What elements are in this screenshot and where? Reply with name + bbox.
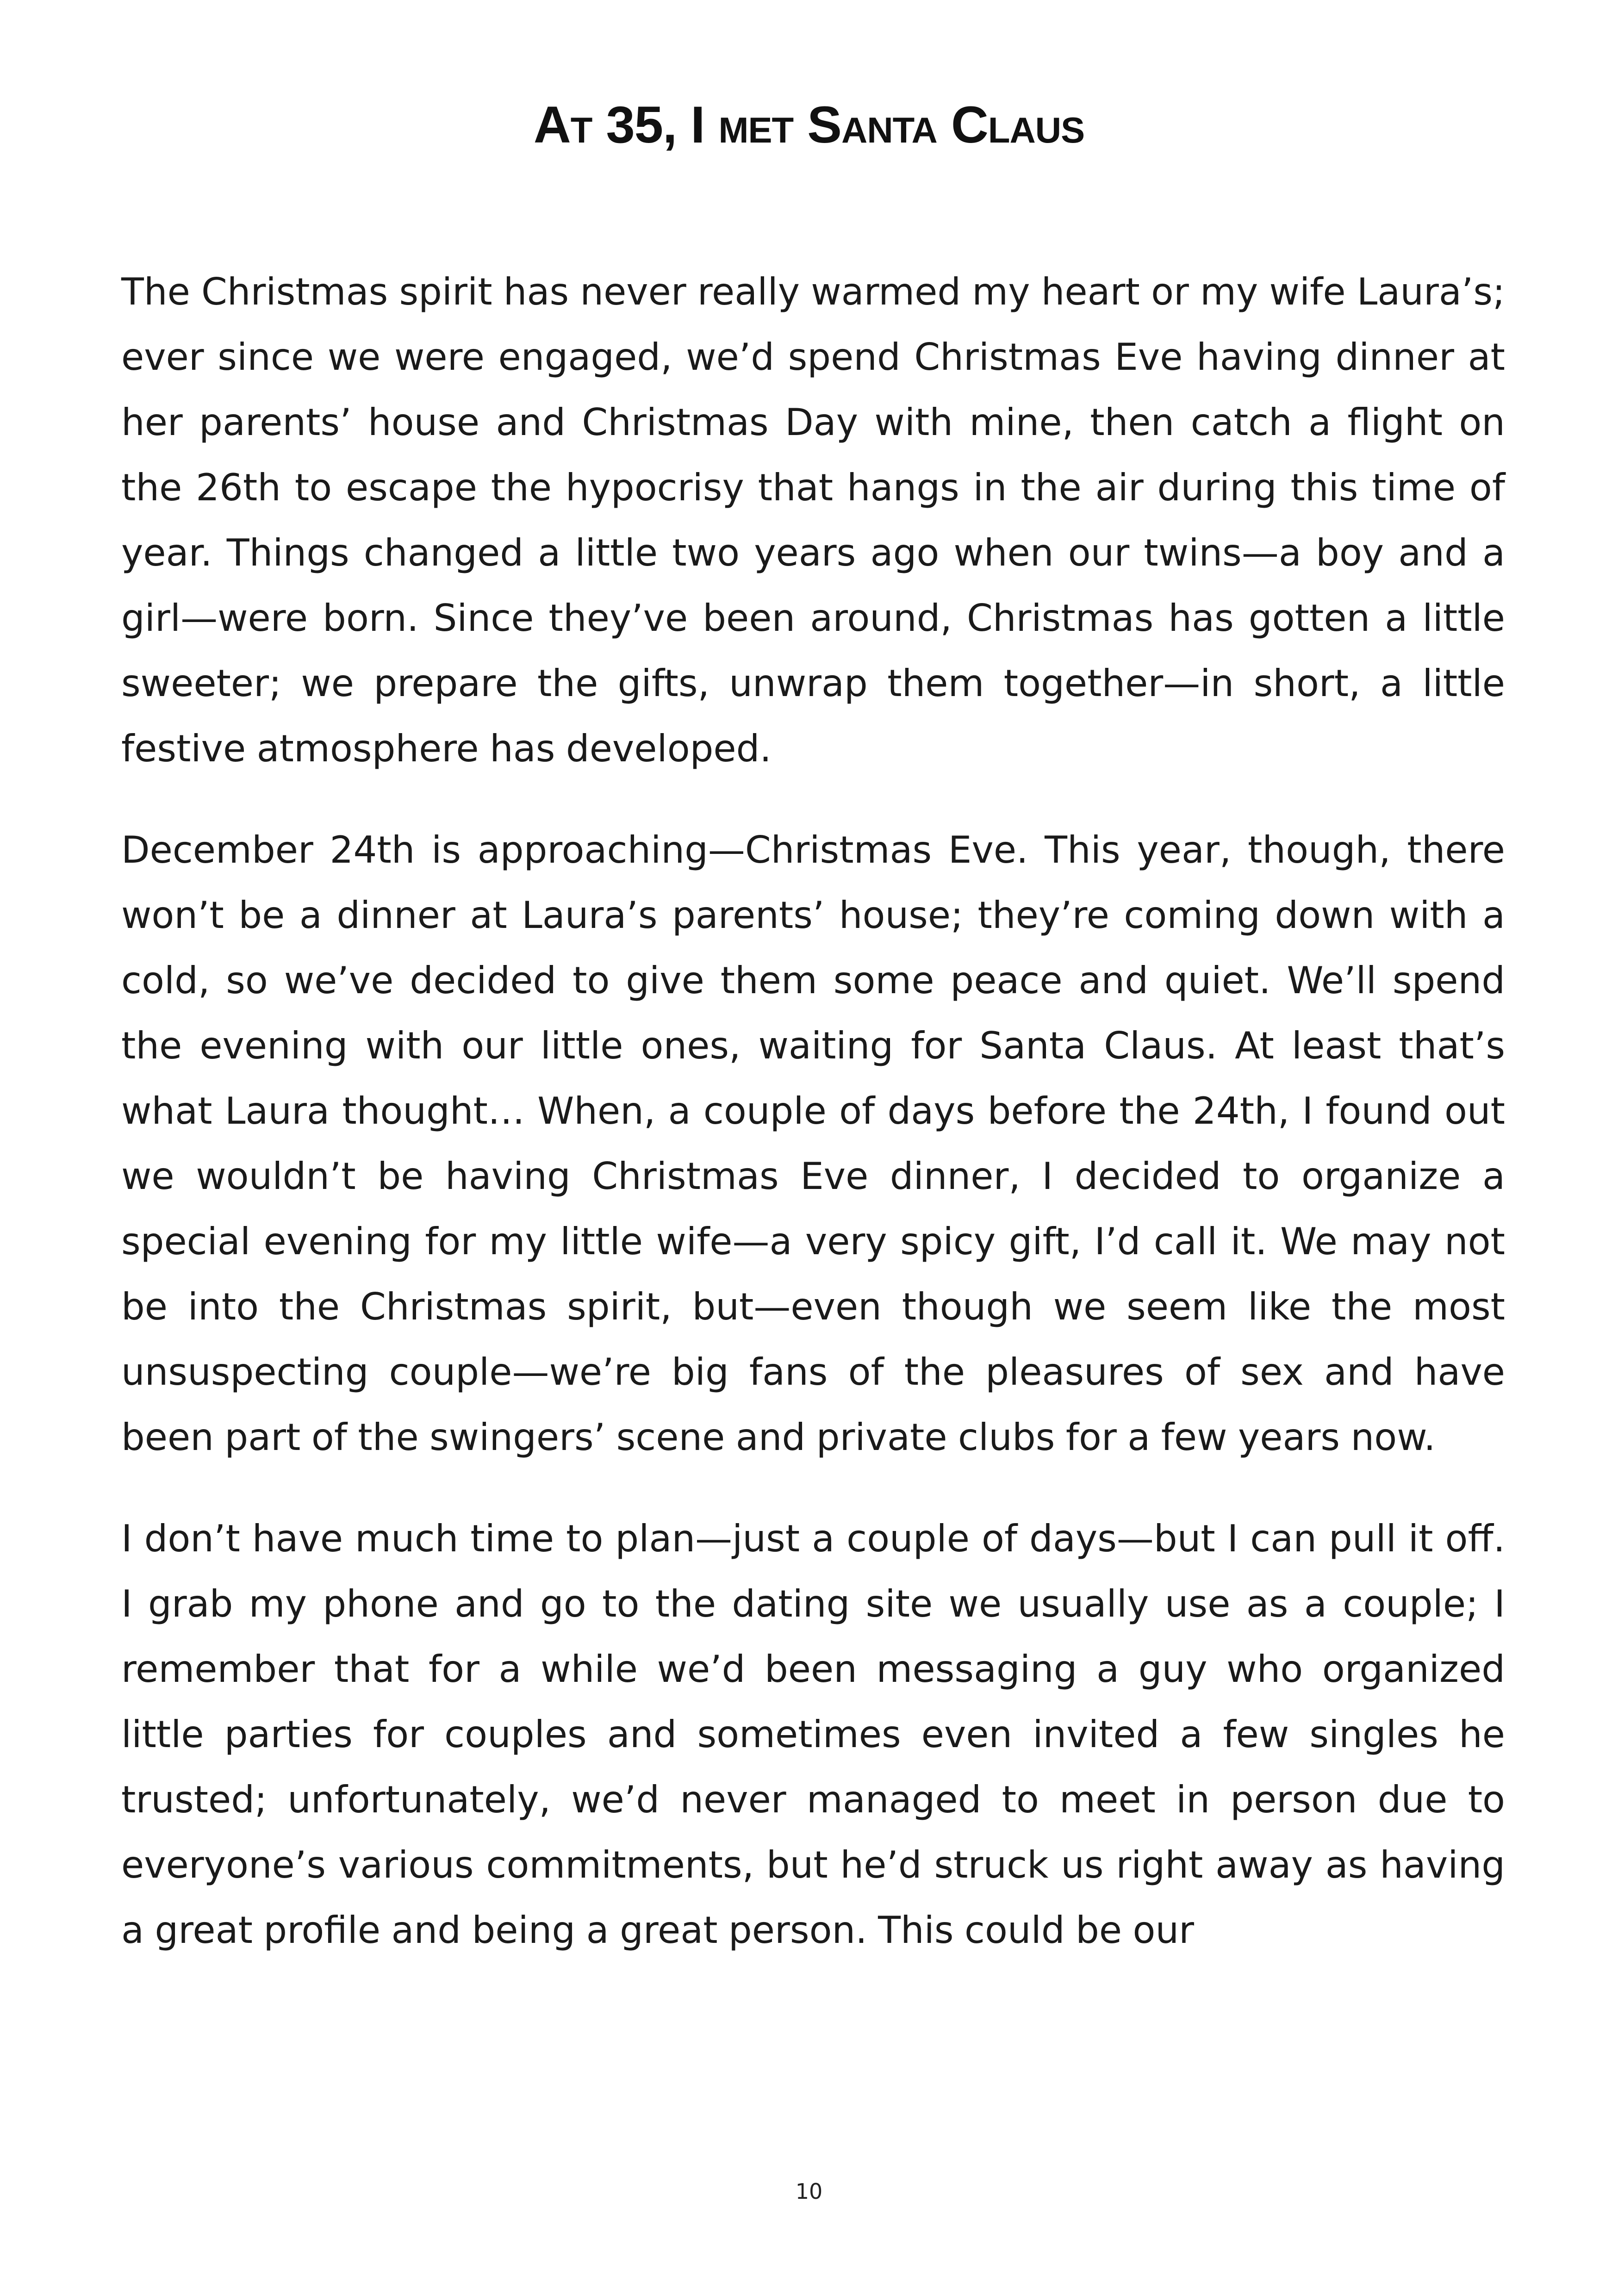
paragraph-2: December 24th is approaching—Christmas Eve. This year, though, there won’t be a dinner at Laura’s parents’ house; they’re coming down with a cold, so we’ve decided to give them some peace and quiet. We’ll spend the evening with our little ones, waiting for Santa Claus. At least that’s what Laura thought… When, a couple of days before the 24th, I found out we wouldn’t be having Christmas Eve dinner, I decided to organize a special evening for my little wife—a very spicy gift, I’d call it. We may not be into the Christmas spirit, but—even though we seem like the most unsuspecting couple—we’re big fans of the pleasures of sex and have been part of the swingers’ scene and private clubs for a few years now.	[121, 828, 1505, 1459]
chapter-body	[121, 259, 1505, 1999]
chapter-title: At 35, I met Santa Claus	[533, 96, 1085, 154]
paragraph-3: I don’t have much time to plan—just a couple of days—but I can pull it off. I grab my phone and go to the dating site we usually use as a couple; I remember that for a while we’d been messaging a guy who organized little parties for couples and sometimes even invited a few singles he trusted; unfortunately, we’d never managed to meet in person due to everyone’s various commitments, but he’d struck us right away as having a great profile and being a great person. This could be our	[121, 1517, 1505, 1952]
paragraph-1: The Christmas spirit has never really warmed my heart or my wife Laura’s; ever since we were engaged, we’d spend Christmas Eve having dinner at her parents’ house and Christmas Day with mine, then catch a flight on the 26th to escape the hypocrisy that hangs in the air during this time of year. Things changed a little two years ago when our twins—a boy and a girl—were born. Since they’ve been around, Christmas has gotten a little sweeter; we prepare the gifts, unwrap them together—in short, a little festive atmosphere has developed.	[121, 270, 1505, 770]
page-number: 10	[795, 2179, 823, 2204]
